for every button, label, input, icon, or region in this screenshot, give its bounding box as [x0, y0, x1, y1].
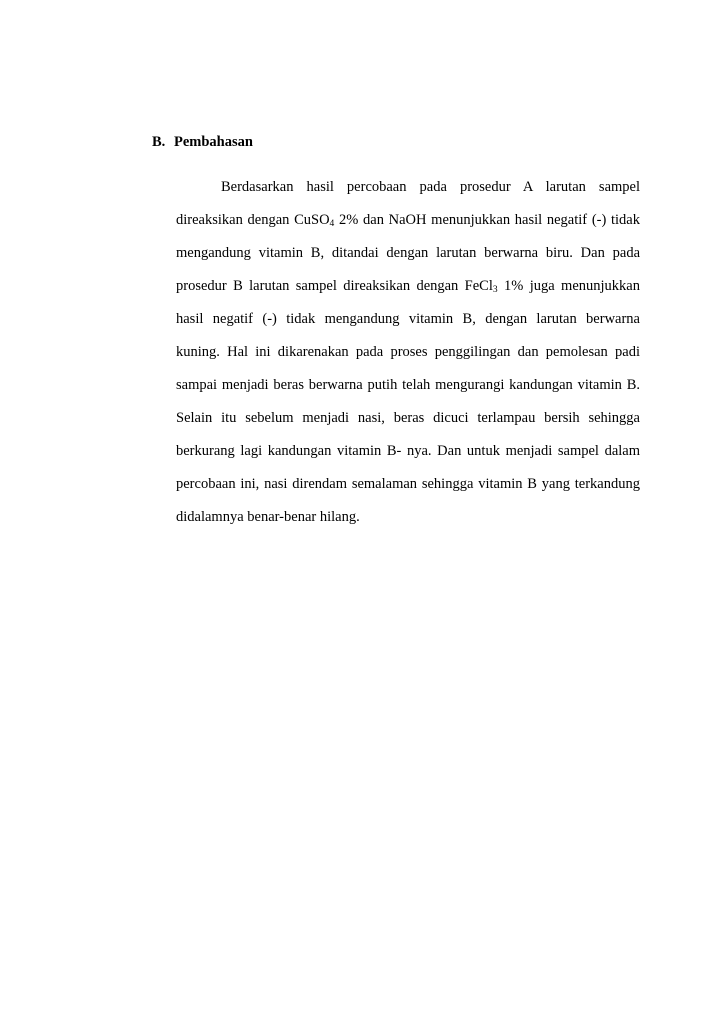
text-run: direaksikan dengan CuSO — [176, 212, 330, 228]
paragraph-line: berkurang lagi kandungan vitamin B- nya. Dan untuk menjadi sampel dalam — [176, 443, 640, 459]
text-run: 1% juga menunjukkan — [497, 278, 640, 294]
paragraph-line: didalamnya benar-benar hilang. — [176, 509, 360, 525]
paragraph-line: mengandung vitamin B, ditandai dengan larutan berwarna biru. Dan pada — [176, 245, 640, 261]
paragraph-line: Selain itu sebelum menjadi nasi, beras dicuci terlampau bersih sehingga — [176, 410, 640, 426]
text-run: 2% dan NaOH menunjukkan hasil negatif (-) tidak — [334, 212, 640, 228]
paragraph-line: percobaan ini, nasi direndam semalaman sehingga vitamin B yang terkandung — [176, 476, 640, 492]
paragraph-line: Berdasarkan hasil percobaan pada prosedur A larutan sampel — [221, 179, 640, 195]
paragraph-line — [176, 210, 640, 230]
section-title: Pembahasan — [174, 134, 253, 150]
paragraph-line: kuning. Hal ini dikarenakan pada proses penggilingan dan pemolesan padi — [176, 344, 640, 360]
section-number: B. — [152, 134, 166, 150]
paragraph-line: sampai menjadi beras berwarna putih telah mengurangi kandungan vitamin B. — [176, 377, 640, 393]
paragraph-line — [176, 276, 640, 296]
section-heading — [152, 132, 253, 152]
text-run: prosedur B larutan sampel direaksikan dengan FeCl — [176, 278, 493, 294]
subscript: 4 — [329, 219, 335, 229]
paragraph-line: hasil negatif (-) tidak mengandung vitamin B, dengan larutan berwarna — [176, 311, 640, 327]
subscript: 3 — [492, 285, 498, 295]
